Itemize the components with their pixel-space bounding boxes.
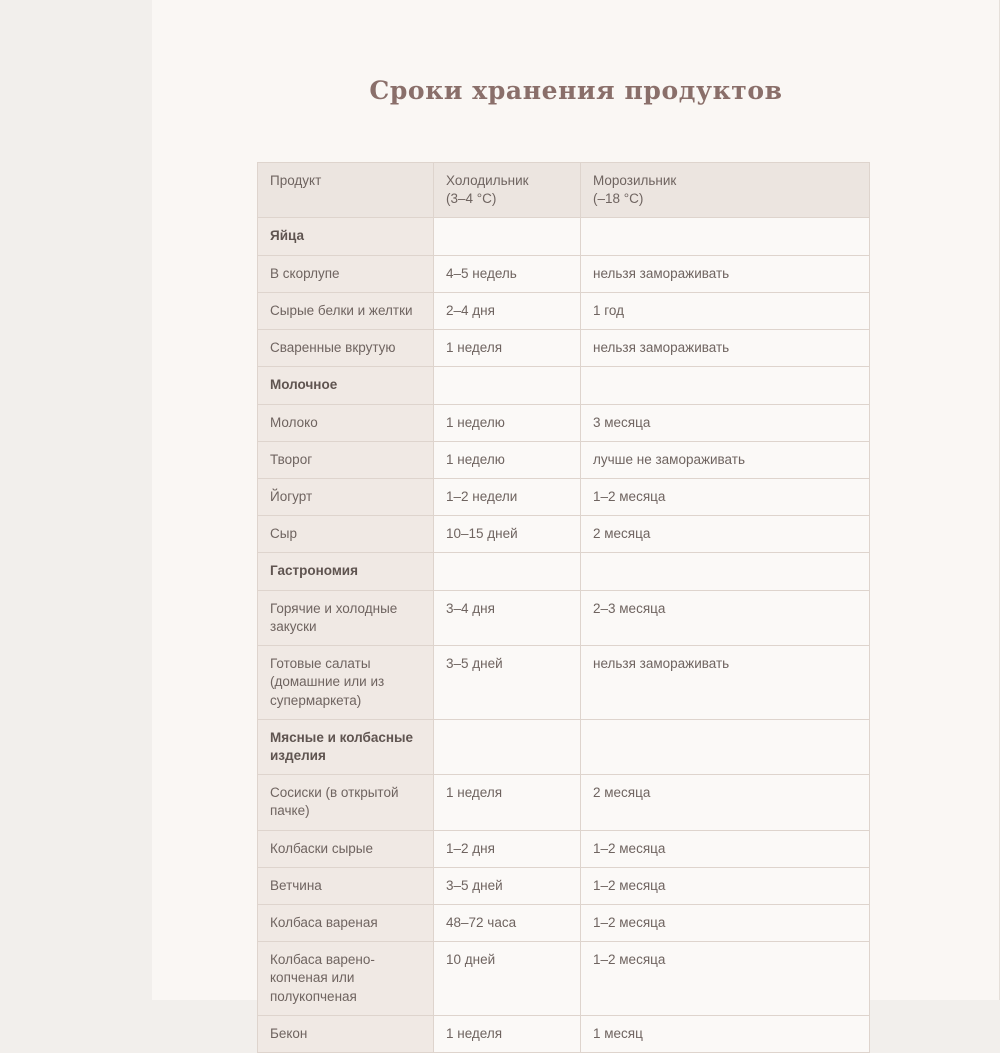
product-name: В скорлупе (258, 255, 434, 292)
group-label: Гастрономия (258, 553, 434, 590)
fridge-duration (434, 719, 581, 774)
storage-table (257, 162, 870, 1053)
freezer-duration: 1–2 месяца (581, 942, 870, 1016)
group-label: Молочное (258, 367, 434, 404)
table-row (258, 292, 870, 329)
column-header-freezer (581, 163, 870, 218)
table-row (258, 775, 870, 830)
freezer-duration: 2–3 месяца (581, 590, 870, 645)
freezer-duration: нельзя замораживать (581, 646, 870, 720)
product-name: Ветчина (258, 867, 434, 904)
fridge-duration: 10–15 дней (434, 516, 581, 553)
table-head (258, 163, 870, 218)
product-name: Готовые салаты (домашние или из супермаркета) (258, 646, 434, 720)
freezer-duration: 1 месяц (581, 1015, 870, 1052)
fridge-duration: 1 неделю (434, 404, 581, 441)
document-page (152, 0, 1000, 1041)
product-name: Сосиски (в открытой пачке) (258, 775, 434, 830)
freezer-duration: лучше не замораживать (581, 441, 870, 478)
group-label: Яйца (258, 218, 434, 255)
fridge-duration (434, 218, 581, 255)
column-header-product-line1: Продукт (270, 173, 322, 188)
table-row (258, 590, 870, 645)
table-row (258, 830, 870, 867)
freezer-duration (581, 367, 870, 404)
table-group-row (258, 218, 870, 255)
group-label: Мясные и колбасные изделия (258, 719, 434, 774)
table-body (258, 218, 870, 1053)
fridge-duration: 1 неделя (434, 330, 581, 367)
fridge-duration: 1 неделя (434, 1015, 581, 1052)
freezer-duration: 1–2 месяца (581, 830, 870, 867)
freezer-duration: 1 год (581, 292, 870, 329)
column-header-fridge (434, 163, 581, 218)
product-name: Колбаски сырые (258, 830, 434, 867)
product-name: Сыр (258, 516, 434, 553)
column-header-freezer-line2: (–18 °C) (593, 191, 644, 207)
product-name: Колбаса варено-копченая или полукопченая (258, 942, 434, 1016)
fridge-duration: 1 неделю (434, 441, 581, 478)
fridge-duration: 1–2 недели (434, 478, 581, 515)
table-header-row (258, 163, 870, 218)
freezer-duration: 1–2 месяца (581, 478, 870, 515)
fridge-duration: 3–5 дней (434, 867, 581, 904)
page-title: Сроки хранения продуктов (369, 76, 783, 105)
freezer-duration: нельзя замораживать (581, 330, 870, 367)
freezer-duration (581, 553, 870, 590)
product-name: Горячие и холодные закуски (258, 590, 434, 645)
table-group-row (258, 719, 870, 774)
fridge-duration (434, 553, 581, 590)
column-header-fridge-line2: (3–4 °C) (446, 191, 497, 207)
fridge-duration: 48–72 часа (434, 905, 581, 942)
fridge-duration: 3–4 дня (434, 590, 581, 645)
product-name: Творог (258, 441, 434, 478)
column-header-product (258, 163, 434, 218)
table-row (258, 441, 870, 478)
table-row (258, 516, 870, 553)
table-group-row (258, 553, 870, 590)
freezer-duration: нельзя замораживать (581, 255, 870, 292)
product-name: Колбаса вареная (258, 905, 434, 942)
table-row (258, 867, 870, 904)
column-header-fridge-line1: Холодильник (446, 173, 529, 188)
table-group-row (258, 367, 870, 404)
storage-table-container (257, 162, 869, 1053)
table-row (258, 905, 870, 942)
fridge-duration: 2–4 дня (434, 292, 581, 329)
fridge-duration: 10 дней (434, 942, 581, 1016)
product-name: Сырые белки и желтки (258, 292, 434, 329)
fridge-duration: 4–5 недель (434, 255, 581, 292)
fridge-duration (434, 367, 581, 404)
freezer-duration: 2 месяца (581, 516, 870, 553)
product-name: Йогурт (258, 478, 434, 515)
table-row (258, 646, 870, 720)
product-name: Бекон (258, 1015, 434, 1052)
product-name: Молоко (258, 404, 434, 441)
fridge-duration: 1 неделя (434, 775, 581, 830)
freezer-duration: 3 месяца (581, 404, 870, 441)
table-row (258, 942, 870, 1016)
table-row (258, 1015, 870, 1052)
freezer-duration (581, 218, 870, 255)
fridge-duration: 3–5 дней (434, 646, 581, 720)
table-row (258, 404, 870, 441)
product-name: Сваренные вкрутую (258, 330, 434, 367)
freezer-duration: 1–2 месяца (581, 905, 870, 942)
column-header-freezer-line1: Морозильник (593, 173, 677, 188)
table-row (258, 330, 870, 367)
fridge-duration: 1–2 дня (434, 830, 581, 867)
table-row (258, 255, 870, 292)
table-row (258, 478, 870, 515)
freezer-duration: 1–2 месяца (581, 867, 870, 904)
freezer-duration: 2 месяца (581, 775, 870, 830)
freezer-duration (581, 719, 870, 774)
